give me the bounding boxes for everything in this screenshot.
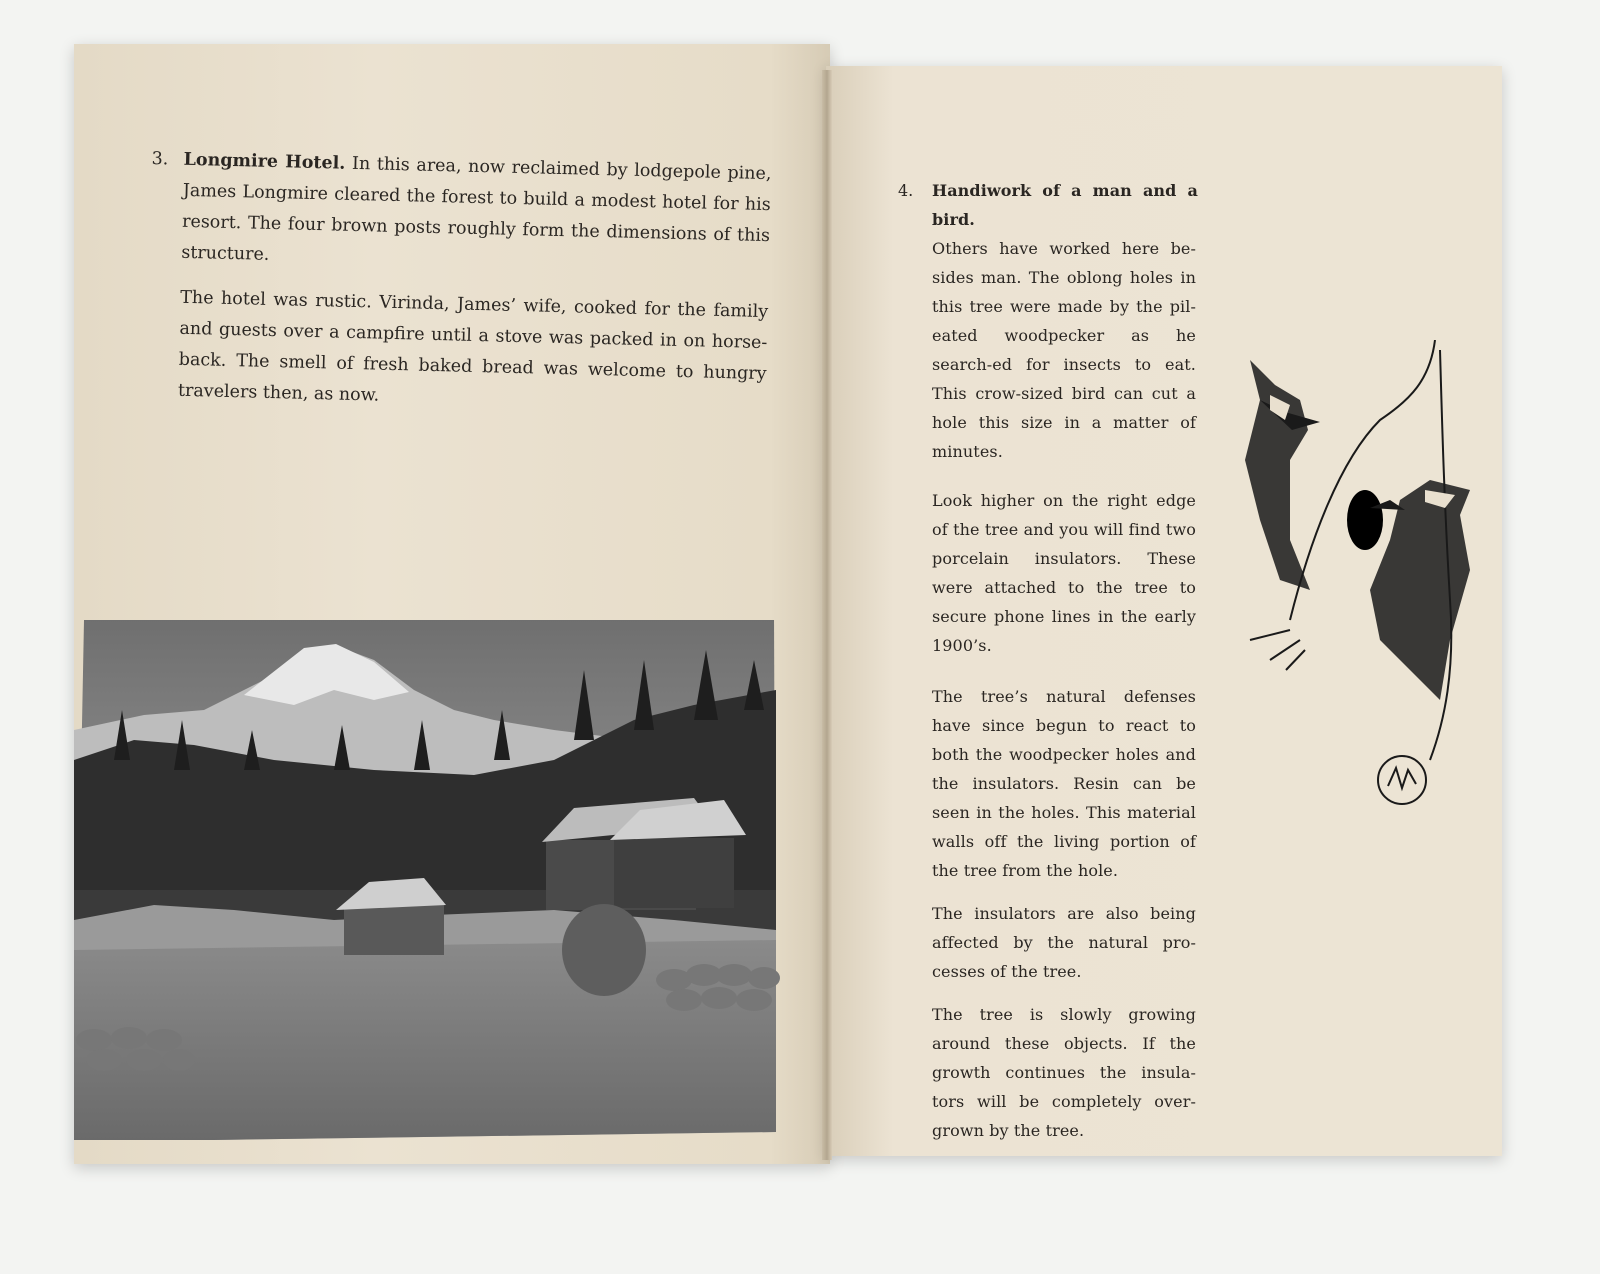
- paragraph-1-text: In this area, now reclaimed by lodgepole pine, James Longmire cleared the forest to build a modest hotel for his resort. The four brown posts roughly form the dimensions of this structure.: [181, 153, 772, 265]
- paragraph-2: The hotel was rustic. Virinda, James’ wife, cooked for the family and guests over a campfire until a stove was packed in on horse-back. The smell of fresh baked bread was welcome to hungry travelers then, as now.: [177, 287, 769, 406]
- section-number: 3.: [151, 148, 169, 170]
- paragraph: Others have worked here be-sides man. The oblong holes in this tree were made by the pil-eated woodpecker as he search-ed for insects to eat. This crow-sized bird can cut a hole this size in a matter of minutes.: [932, 239, 1196, 461]
- paragraph: The tree’s natural defenses have since begun to react to both the woodpecker holes and the insulators. Resin can be seen in the holes. This material walls off the living portion of the tree from the hole.: [932, 687, 1196, 880]
- paragraph: Look higher on the right edge of the tree and you will find two porcelain insulators. These were attached to the tree to secure phone lines in the early 1900’s.: [932, 491, 1196, 655]
- longmire-hotel-section: [145, 144, 772, 433]
- paragraph-1: [181, 145, 772, 283]
- section-number: 4.: [898, 181, 914, 200]
- section-heading: Handiwork of a man and a bird.: [932, 181, 1198, 229]
- woodpecker-illustration: [1230, 340, 1510, 820]
- section-heading: Longmire Hotel.: [183, 149, 346, 174]
- paragraph: The insulators are also being affected by the natural pro-cesses of the tree.: [932, 904, 1196, 981]
- paragraph: The tree is slowly growing around these objects. If the growth continues the insula-tors will be completely over-grown by the tree.: [932, 1005, 1196, 1140]
- handiwork-section: [898, 176, 1198, 1159]
- booklet-spine: [822, 70, 832, 1160]
- mountain-hotel-photo: [74, 620, 786, 1140]
- section-body: [932, 234, 1196, 1145]
